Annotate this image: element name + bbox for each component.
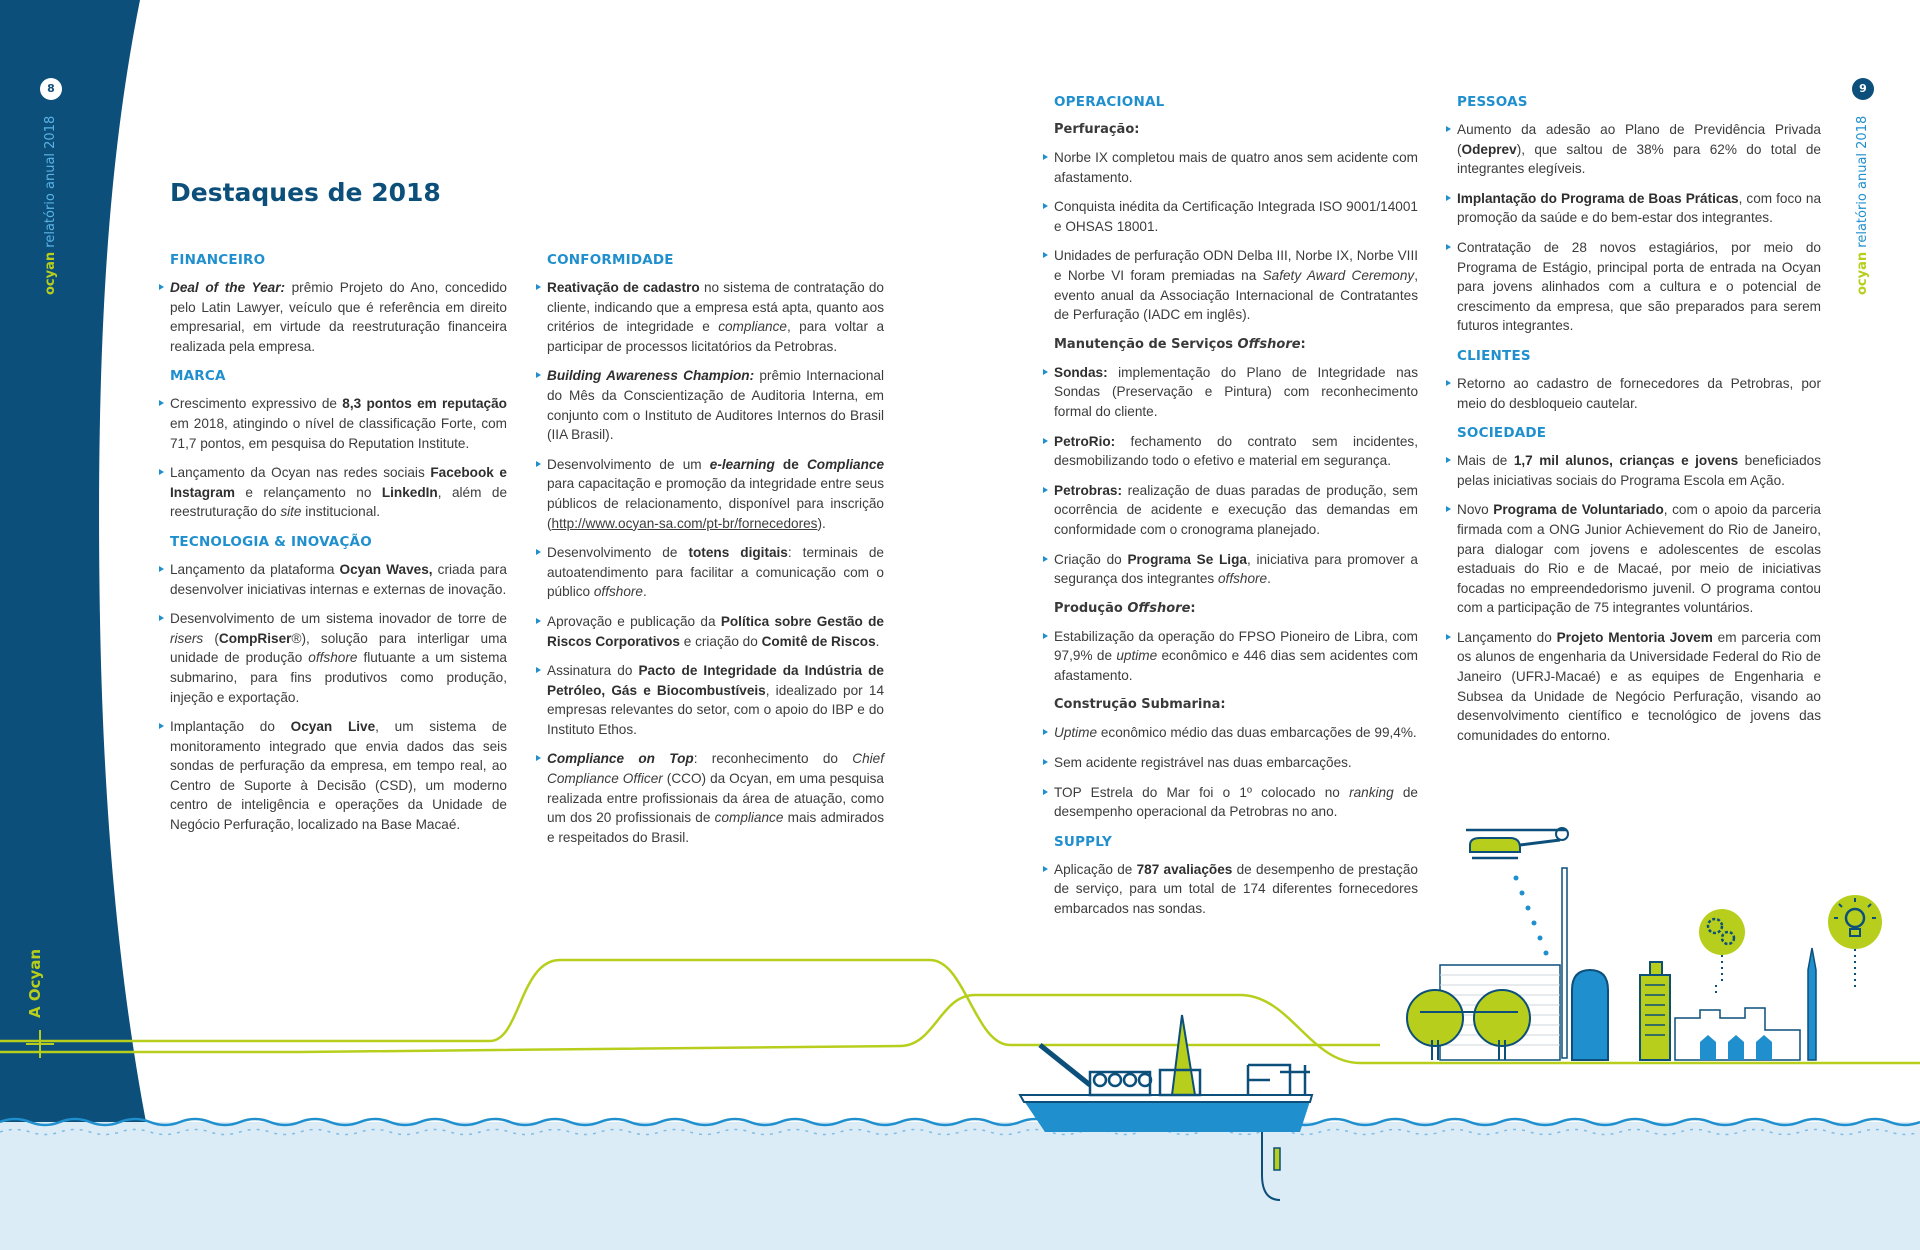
lightbulb-icon — [1828, 895, 1882, 990]
heading-supply: SUPPLY — [1054, 833, 1112, 850]
heading-clientes: CLIENTES — [1457, 347, 1531, 364]
sidebar-subtitle-right: relatório anual 2018 — [1855, 115, 1870, 248]
gears-icon — [1699, 909, 1745, 995]
item-redes-sociais: Lançamento da Ocyan nas redes sociais Facebook e Instagram e relançamento no LinkedIn, além de reestruturação do site institucional. — [170, 463, 507, 522]
item-petrorio: PetroRio: fechamento do contrato sem incidentes, desmobilizando todo o efetivo e material em segurança. — [1054, 432, 1418, 471]
helicopter-dots — [1514, 876, 1549, 956]
column-2 — [547, 250, 884, 857]
sidebar-subtitle-left: relatório anual 2018 — [43, 115, 58, 248]
item-petrobras: Petrobras: realização de duas paradas de produção, sem ocorrência de acidente e execução das demandas em conformidade com o cronograma planejado. — [1054, 481, 1418, 540]
item-reputacao: Crescimento expressivo de 8,3 pontos em reputação em 2018, atingindo o nível de classificação Forte, com 71,7 pontos, em pesquisa do Reputation Institute. — [170, 394, 507, 453]
item-certificacao-iso: Conquista inédita da Certificação Integrada ISO 9001/14001 e OHSAS 18001. — [1054, 197, 1418, 236]
item-pacto-integridade: Assinatura do Pacto de Integridade da Indústria de Petróleo, Gás e Biocombustíveis, idealizado por 14 empresas relevantes do setor, com o apoio do IBP e do Instituto Ethos. — [547, 661, 884, 739]
item-top-estrela: TOP Estrela do Mar foi o 1º colocado no ranking de desempenho operacional da Petrobras no ano. — [1054, 783, 1418, 822]
sea-water — [0, 1119, 1920, 1250]
heading-tecnologia: TECNOLOGIA & INOVAÇÃO — [170, 533, 372, 550]
heading-sociedade: SOCIEDADE — [1457, 425, 1547, 442]
page-number-right: 9 — [1852, 78, 1874, 100]
item-mentoria-jovem: Lançamento do Projeto Mentoria Jovem em parceria com os alunos de engenharia da Universidade Federal do Rio de Janeiro (UFRJ-Macaé) e as equipes de Engenharia e Subsea da Unidade de Negócio Perfuração, visando ao desenvolvimento científico e tecnológico de jovens das comunidades do entorno. — [1457, 628, 1821, 746]
item-norbe-ix: Norbe IX completou mais de quatro anos sem acidente com afastamento. — [1054, 148, 1418, 187]
column-4 — [1457, 92, 1821, 755]
item-se-liga: Criação do Programa Se Liga, iniciativa para promover a segurança dos integrantes offshore. — [1054, 550, 1418, 589]
item-estagiarios: Contratação de 28 novos estagiários, por meio do Programa de Estágio, principal porta de entrada na Ocyan para jovens alinhados com a cultura e o potencial de crescimento da empresa, que são preparados para serem futuros integrantes. — [1457, 238, 1821, 336]
subheading-producao: Produção Offshore: — [1054, 600, 1196, 616]
item-sem-acidente: Sem acidente registrável nas duas embarcações. — [1054, 753, 1418, 773]
heading-marca: MARCA — [170, 368, 226, 385]
heading-financeiro: FINANCEIRO — [170, 252, 266, 268]
helicopter-icon — [1466, 828, 1568, 858]
item-avaliacoes: Aplicação de 787 avaliações de desempenho de prestação de serviço, para um total de 174 diferentes fornecedores embarcados nas sondas. — [1054, 860, 1418, 919]
column-1 — [170, 250, 507, 845]
item-cadastro-fornecedores: Retorno ao cadastro de fornecedores da Petrobras, por meio do desbloqueio cautelar. — [1457, 374, 1821, 413]
item-voluntariado: Novo Programa de Voluntariado, com o apoio da parceria firmada com a ONG Junior Achievement do Rio de Janeiro, para dialogar com jovens e adolescentes de escolas estaduais do Rio e de Macaé, por meio de iniciativas focadas no empreendedorismo juvenil. O programa contou com a participação de 75 integrantes voluntários. — [1457, 500, 1821, 618]
item-safety-award: Unidades de perfuração ODN Delba III, Norbe IX, Norbe VIII e Norbe VI foram premiadas na Safety Award Ceremony, evento anual da Associação Internacional de Contratantes de Perfuração (IADC em inglês). — [1054, 246, 1418, 324]
item-e-learning: Desenvolvimento de um e-learning de Compliance para capacitação e promoção da integridade entre seus públicos de relacionamento, disponível para inscrição (http://www.ocyan-sa.com/pt-br/fornecedores). — [547, 455, 884, 533]
item-fpso-libra: Estabilização da operação do FPSO Pioneiro de Libra, com 97,9% de uptime econômico e 446 dias sem acidentes com afastamento. — [1054, 627, 1418, 686]
subheading-construcao: Construção Submarina: — [1054, 697, 1226, 713]
sidebar-brand-left: ocyan — [43, 251, 58, 295]
heading-conformidade: CONFORMIDADE — [547, 252, 674, 268]
section-label: A Ocyan — [26, 948, 44, 1018]
right-sidebar-title — [1855, 116, 1870, 295]
item-escola-em-acao: Mais de 1,7 mil alunos, crianças e jovens beneficiados pelas iniciativas sociais do Programa Escola em Ação. — [1457, 451, 1821, 490]
item-sondas: Sondas: implementação do Plano de Integridade nas Sondas (Preservação e Pintura) com reconhecimento formal do cliente. — [1054, 363, 1418, 422]
subheading-manutencao: Manutenção de Serviços Offshore: — [1054, 336, 1306, 352]
subheading-perfuracao: Perfuração: — [1054, 122, 1140, 137]
industrial-plant-icon — [1407, 868, 1608, 1060]
item-uptime: Uptime econômico médio das duas embarcações de 99,4%. — [1054, 723, 1418, 743]
item-boas-praticas: Implantação do Programa de Boas Práticas, com foco na promoção da saúde e do bem-estar dos integrantes. — [1457, 189, 1821, 228]
left-sidebar-title — [43, 116, 58, 295]
item-ocyan-live: Implantação do Ocyan Live, um sistema de monitoramento integrado que envia dados das seis sondas de perfuração da empresa, em tempo real, ao Centro de Suporte à Decisão (CSD), um moderno centro de inteligência e operações da Unidade de Negócio Perfuração, localizado na Base Macaé. — [170, 717, 507, 835]
item-compliance-on-top: Compliance on Top: reconhecimento do Chief Compliance Officer (CCO) da Ocyan, em uma pesquisa realizada entre profissionais da área de atuação, como um dos 20 profissionais de compliance mais admirados e respeitados do Brasil. — [547, 749, 884, 847]
pipeline-lines — [0, 960, 1920, 1063]
item-totens-digitais: Desenvolvimento de totens digitais: terminais de autoatendimento para facilitar a comunicação com o público offshore. — [547, 543, 884, 602]
city-buildings-icon — [1640, 948, 1816, 1060]
heading-pessoas: PESSOAS — [1457, 94, 1528, 110]
item-compriser: Desenvolvimento de um sistema inovador de torre de risers (CompRiser®), solução para interligar uma unidade de produção offshore flutuante a um sistema submarino, para fins produtivos como produção, injeção e exportação. — [170, 609, 507, 707]
item-ocyan-waves: Lançamento da plataforma Ocyan Waves, criada para desenvolver iniciativas internas e externas de inovação. — [170, 560, 507, 599]
item-politica-riscos: Aprovação e publicação da Política sobre Gestão de Riscos Corporativos e criação do Comitê de Riscos. — [547, 612, 884, 651]
item-reativacao-cadastro: Reativação de cadastro no sistema de contratação do cliente, indicando que a empresa está apta, quanto aos critérios de integridade e compliance, para voltar a participar de processos licitatórios da Petrobras. — [547, 278, 884, 356]
bottom-illustration — [0, 800, 1920, 1250]
page-number-left: 8 — [40, 78, 62, 100]
sidebar-brand-right: ocyan — [1855, 251, 1870, 295]
item-building-awareness: Building Awareness Champion: prêmio Internacional do Mês da Conscientização de Auditoria Interna, em conjunto com o Instituto de Auditores Internos do Brasil (IIA Brasil). — [547, 366, 884, 444]
heading-operacional: OPERACIONAL — [1054, 94, 1165, 110]
fornecedores-link[interactable]: http://www.ocyan-sa.com/pt-br/fornecedores — [551, 515, 818, 531]
item-deal-of-year: Deal of the Year: prêmio Projeto do Ano, concedido pelo Latin Lawyer, veículo que é referência em direito empresarial, em virtude da reestruturação financeira realizada pela empresa. — [170, 278, 507, 356]
page-title: Destaques de 2018 — [170, 178, 441, 207]
item-odeprev: Aumento da adesão ao Plano de Previdência Privada (Odeprev), que saltou de 38% para 62% do total de integrantes elegíveis. — [1457, 120, 1821, 179]
